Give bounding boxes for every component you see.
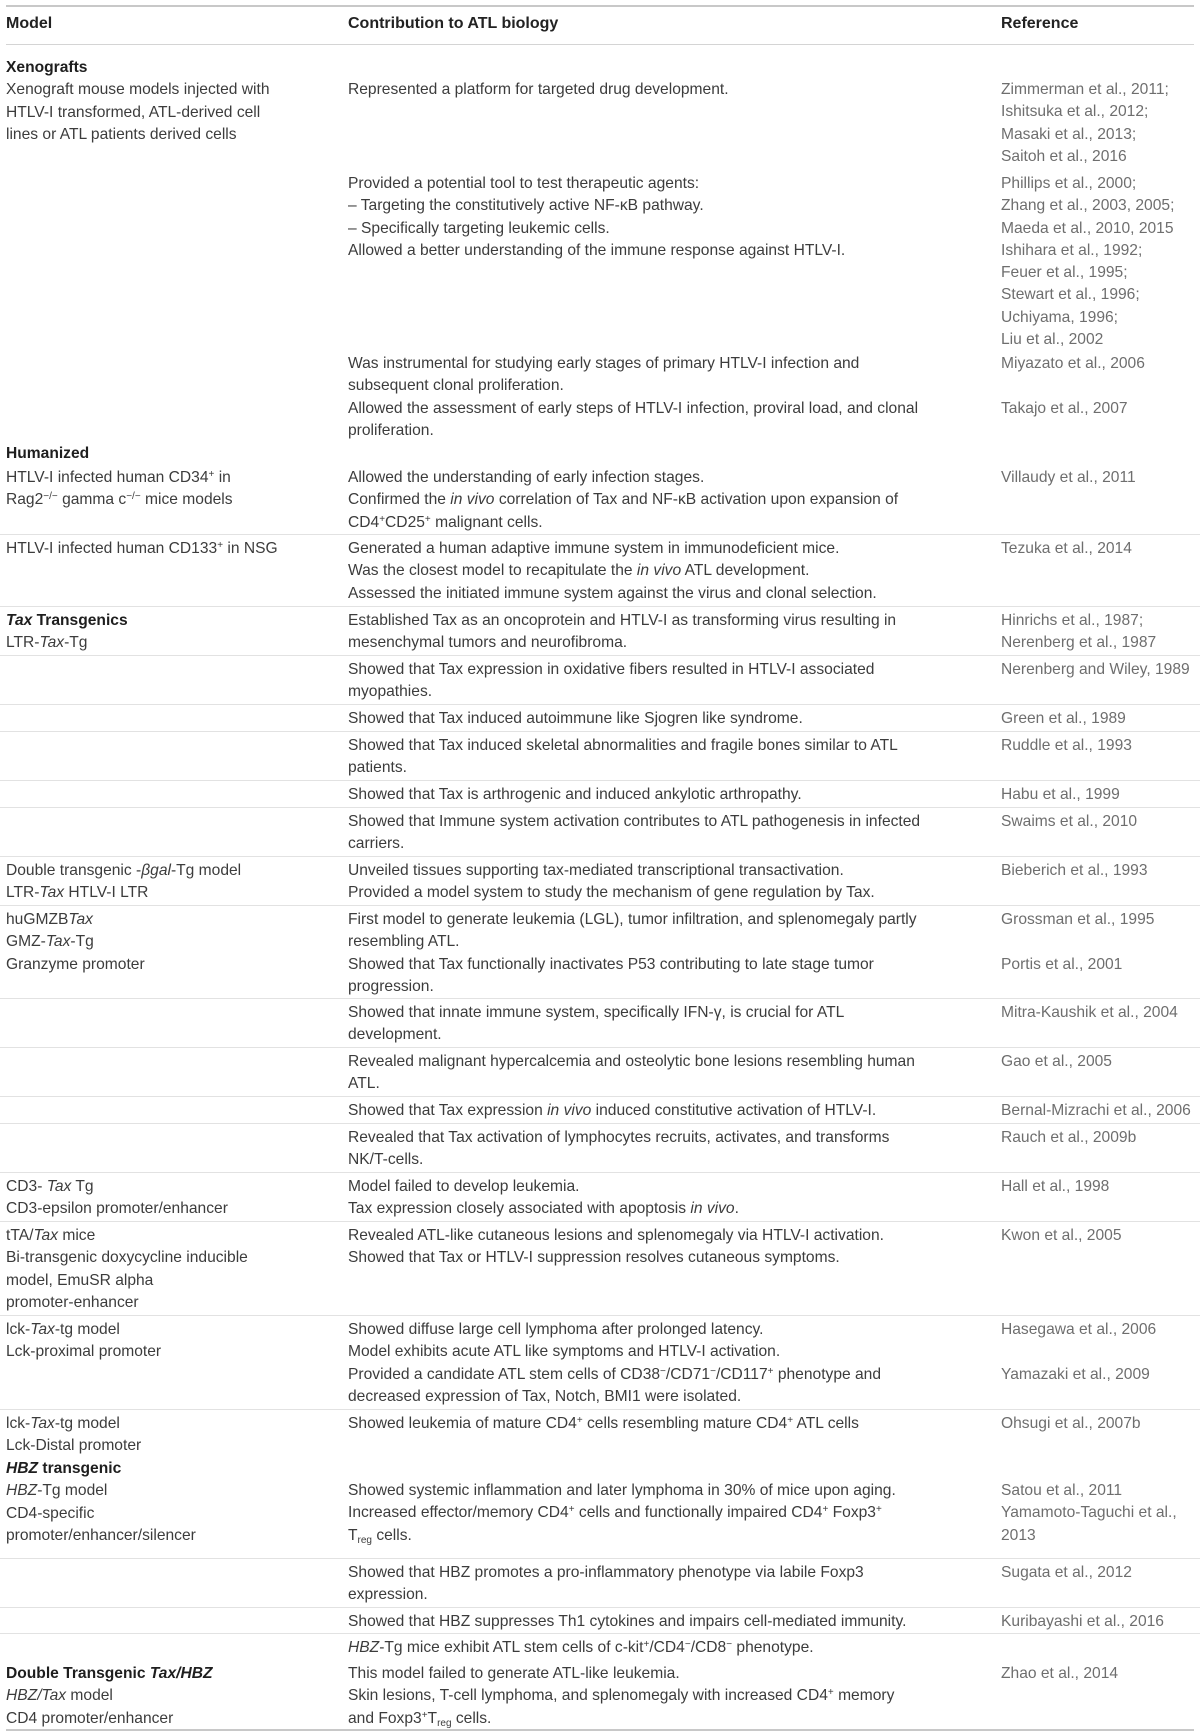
model-line: Rag2−/− gamma c−/− mice models	[6, 491, 233, 509]
model-cell	[6, 909, 145, 976]
contribution-cell	[348, 610, 896, 655]
contribution-cell	[348, 1100, 876, 1122]
reference-line: Grossman et al., 1995	[1001, 911, 1155, 928]
model-line: Bi-transgenic doxycycline inducible	[6, 1249, 248, 1267]
model-cell	[6, 1319, 161, 1364]
reference-cell	[1001, 909, 1154, 976]
contribution-cell	[348, 735, 898, 780]
model-cell	[6, 1458, 196, 1547]
contribution-line: Revealed ATL-like cutaneous lesions and splenomegaly via HTLV-I activation.	[348, 1227, 884, 1244]
model-cell	[6, 1225, 248, 1314]
reference-line: Yamazaki et al., 2009	[1001, 1365, 1150, 1383]
header-reference: Reference	[1001, 15, 1079, 32]
contribution-cell	[348, 909, 917, 998]
contribution-cell	[348, 659, 874, 704]
model-line: Lck-Distal promoter	[6, 1437, 142, 1455]
model-line: HBZ/Tax model	[6, 1687, 113, 1705]
section-heading-humanized: Humanized	[6, 445, 90, 462]
table-row	[0, 905, 1200, 995]
header-model: Model	[6, 15, 53, 32]
model-cell	[6, 860, 241, 905]
contribution-cell	[348, 784, 802, 806]
reference-line: Rauch et al., 2009b	[1001, 1129, 1137, 1146]
contribution-cell	[348, 1127, 889, 1172]
model-cell	[6, 1413, 141, 1458]
model-cell	[6, 443, 89, 465]
reference-cell	[1001, 708, 1126, 730]
table-row	[0, 807, 1200, 853]
contribution-line: Was instrumental for studying early stages of primary HTLV-I infection and	[348, 355, 860, 372]
contribution-cell	[348, 1480, 896, 1547]
model-line: Xenograft mouse models injected with	[6, 81, 270, 99]
reference-line: Hall et al., 1998	[1001, 1178, 1110, 1195]
model-line: HTLV-I infected human CD34+ in	[6, 469, 231, 486]
table-row	[0, 1409, 1200, 1455]
contribution-cell	[348, 1051, 915, 1096]
table-row	[0, 534, 1200, 602]
contribution-line: Allowed the understanding of early infection stages.	[348, 469, 705, 486]
model-line: promoter-enhancer	[6, 1293, 139, 1311]
section-heading-xenografts: Xenografts	[6, 59, 88, 76]
model-line: lines or ATL patients derived cells	[6, 125, 237, 143]
table-row	[0, 1315, 1200, 1405]
contribution-line: carriers.	[348, 835, 405, 853]
contribution-cell	[348, 538, 877, 605]
contribution-cell	[348, 79, 729, 101]
reference-line: Uchiyama, 1996;	[1001, 308, 1119, 326]
model-line: CD4-specific	[6, 1504, 95, 1522]
contribution-line: Allowed a better understanding of the immune response against HTLV-I.	[348, 241, 846, 259]
contribution-line: Represented a platform for targeted drug development.	[348, 81, 729, 98]
contribution-line: $T_{reg}$ cells.	[348, 1526, 412, 1546]
table-row	[0, 998, 1200, 1044]
reference-cell	[1001, 1002, 1178, 1024]
reference-line: Satou et al., 2011	[1001, 1482, 1123, 1499]
contribution-line: Model exhibits acute ATL like symptoms and HTLV-I activation.	[348, 1343, 781, 1361]
model-line: CD3- Tax Tg	[6, 1178, 94, 1195]
contribution-line: Generated a human adaptive immune system in immunodeficient mice.	[348, 540, 840, 557]
reference-line: Bieberich et al., 1993	[1001, 862, 1148, 879]
contribution-cell	[348, 353, 918, 442]
contribution-line: First model to generate leukemia (LGL), tumor infiltration, and splenomegaly partly	[348, 911, 917, 928]
table-row	[0, 1047, 1200, 1093]
contribution-cell	[348, 708, 803, 730]
reference-line: Ohsugi et al., 2007b	[1001, 1415, 1141, 1432]
contribution-cell	[348, 1176, 739, 1221]
table-row	[0, 856, 1200, 902]
contribution-line: Revealed that Tax activation of lymphocytes recruits, activates, and transforms	[348, 1129, 890, 1146]
contribution-line: Showed that HBZ promotes a pro-inflammatory phenotype via labile Foxp3	[348, 1564, 864, 1581]
model-line: lck-Tax-tg model	[6, 1321, 120, 1338]
model-line: lck-Tax-tg model	[6, 1415, 120, 1432]
table-row	[0, 1558, 1200, 1604]
table-row	[0, 704, 1200, 727]
contribution-line: mesenchymal tumors and neurofibroma.	[348, 634, 628, 652]
reference-cell	[1001, 1480, 1177, 1547]
reference-cell	[1001, 79, 1169, 168]
contribution-line: Skin lesions, T-cell lymphoma, and splenomegaly with increased CD4+ memory	[348, 1687, 895, 1705]
reference-cell	[1001, 1562, 1132, 1584]
table-row	[0, 1123, 1200, 1169]
reference-line: Tezuka et al., 2014	[1001, 540, 1132, 557]
contribution-line: Increased effector/memory CD4+ cells and functionally impaired CD4+ Foxp3+	[348, 1504, 882, 1522]
contribution-line: CD4+CD25+ malignant cells.	[348, 513, 543, 531]
table-row	[0, 1607, 1200, 1630]
contribution-line: Showed diffuse large cell lymphoma after prolonged latency.	[348, 1321, 764, 1338]
model-line: promoter/enhancer/silencer	[6, 1526, 196, 1544]
reference-cell	[1001, 610, 1156, 655]
model-line: HBZ-Tg model	[6, 1482, 108, 1500]
model-line: CD4 promoter/enhancer	[6, 1709, 174, 1727]
reference-cell	[1001, 811, 1137, 833]
table-row	[0, 1096, 1200, 1119]
reference-line: Sugata et al., 2012	[1001, 1564, 1132, 1581]
contribution-line: Showed that Immune system activation contributes to ATL pathogenesis in infected	[348, 813, 921, 830]
table-row	[0, 606, 1200, 652]
contribution-line: resembling ATL.	[348, 933, 460, 951]
reference-cell	[1001, 1413, 1141, 1435]
table-row	[0, 655, 1200, 701]
reference-line: Kwon et al., 2005	[1001, 1227, 1122, 1244]
contribution-line: subsequent clonal proliferation.	[348, 377, 564, 395]
reference-line: Mitra-Kaushik et al., 2004	[1001, 1004, 1178, 1021]
reference-line: Stewart et al., 1996;	[1001, 286, 1140, 304]
contribution-line: Assessed the initiated immune system against the virus and clonal selection.	[348, 584, 877, 602]
contribution-line: proliferation.	[348, 421, 434, 439]
contribution-line: Was the closest model to recapitulate the in vivo ATL development.	[348, 562, 810, 580]
reference-line: Masaki et al., 2013;	[1001, 125, 1137, 143]
contribution-line: Provided a potential tool to test therapeutic agents:	[348, 175, 700, 192]
contribution-line: patients.	[348, 759, 407, 777]
reference-cell	[1001, 1127, 1136, 1149]
reference-line: Hasegawa et al., 2006	[1001, 1321, 1157, 1338]
model-line: LTR-Tax-Tg	[6, 634, 88, 652]
contribution-line: Confirmed the in vivo correlation of Tax and NF-κB activation upon expansion of	[348, 491, 899, 509]
contribution-line: Showed that Tax functionally inactivates P53 contributing to late stage tumor	[348, 955, 874, 973]
model-line: HTLV-I infected human CD133+ in NSG	[6, 540, 278, 557]
reference-line: Zhao et al., 2014	[1001, 1665, 1119, 1682]
reference-line: Takajo et al., 2007	[1001, 399, 1128, 417]
reference-line: Swaims et al., 2010	[1001, 813, 1138, 830]
reference-cell	[1001, 784, 1120, 806]
contribution-line: Allowed the assessment of early steps of HTLV-I infection, proviral load, and clonal	[348, 399, 919, 417]
contribution-cell	[348, 1413, 859, 1435]
reference-line: Ishitsuka et al., 2012;	[1001, 103, 1149, 121]
contribution-cell	[348, 1225, 884, 1270]
table-row	[0, 1633, 1200, 1656]
contribution-line: – Targeting the constitutively active NF-κB pathway.	[348, 197, 704, 215]
reference-line: Ruddle et al., 1993	[1001, 737, 1132, 754]
reference-line: Zimmerman et al., 2011;	[1001, 81, 1169, 98]
contribution-line: and $Foxp3^+T_{reg}$ cells.	[348, 1709, 492, 1729]
header-contribution: Contribution to ATL biology	[348, 15, 559, 32]
model-line: Granzyme promoter	[6, 955, 145, 973]
table-row	[0, 780, 1200, 803]
contribution-line: This model failed to generate ATL-like leukemia.	[348, 1665, 680, 1682]
contribution-cell	[348, 1663, 894, 1730]
reference-line: Kuribayashi et al., 2016	[1001, 1613, 1164, 1630]
contribution-line: Showed that Tax expression in oxidative fibers resulted in HTLV-I associated	[348, 661, 875, 678]
reference-cell	[1001, 173, 1174, 351]
reference-cell	[1001, 860, 1148, 882]
model-cell	[6, 610, 128, 655]
reference-cell	[1001, 353, 1145, 420]
reference-line: Saitoh et al., 2016	[1001, 147, 1127, 165]
contribution-cell	[348, 1637, 814, 1659]
contribution-cell	[348, 860, 875, 905]
contribution-line: NK/T-cells.	[348, 1151, 424, 1169]
contribution-line: progression.	[348, 977, 434, 995]
section-heading-hbz-transgenic: HBZ transgenic	[6, 1460, 122, 1477]
contribution-line: HBZ-Tg mice exhibit ATL stem cells of c-kit+/CD4−/CD8− phenotype.	[348, 1639, 814, 1656]
contribution-cell	[348, 811, 920, 856]
reference-cell	[1001, 1176, 1109, 1198]
model-cell	[6, 57, 270, 146]
reference-cell	[1001, 467, 1136, 489]
contribution-line: Established Tax as an oncoprotein and HTLV-I as transforming virus resulting in	[348, 612, 897, 629]
reference-cell	[1001, 735, 1132, 757]
reference-line: Maeda et al., 2010, 2015	[1001, 219, 1174, 237]
reference-line: Nerenberg and Wiley, 1989	[1001, 661, 1190, 678]
reference-line: Yamamoto-Taguchi et al.,	[1001, 1504, 1177, 1522]
model-line: model, EmuSR alpha	[6, 1271, 154, 1289]
reference-cell	[1001, 659, 1190, 681]
contribution-line: Showed that Tax induced autoimmune like Sjogren like syndrome.	[348, 710, 803, 727]
reference-line: Miyazato et al., 2006	[1001, 355, 1145, 372]
contribution-line: Showed that HBZ suppresses Th1 cytokines and impairs cell-mediated immunity.	[348, 1613, 907, 1630]
contribution-line: Provided a candidate ATL stem cells of CD38−/CD71−/CD117+ phenotype and	[348, 1365, 882, 1383]
contribution-line: ATL.	[348, 1075, 380, 1093]
model-cell	[6, 538, 278, 560]
contribution-cell	[348, 1319, 881, 1408]
reference-cell	[1001, 1051, 1112, 1073]
model-line: tTA/Tax mice	[6, 1227, 96, 1244]
model-line: HTLV-I transformed, ATL-derived cell	[6, 103, 261, 121]
reference-line: Green et al., 1989	[1001, 710, 1126, 727]
reference-line: Portis et al., 2001	[1001, 955, 1123, 973]
contribution-line: Provided a model system to study the mechanism of gene regulation by Tax.	[348, 884, 875, 902]
reference-cell	[1001, 538, 1132, 560]
contribution-line: Showed leukemia of mature CD4+ cells resembling mature CD4+ ATL cells	[348, 1415, 859, 1432]
contribution-cell	[348, 173, 845, 262]
contribution-line: development.	[348, 1026, 442, 1044]
reference-line: Bernal-Mizrachi et al., 2006	[1001, 1102, 1191, 1119]
table-row	[0, 731, 1200, 777]
contribution-line: Showed systemic inflammation and later lymphoma in 30% of mice upon aging.	[348, 1482, 896, 1499]
reference-line: Habu et al., 1999	[1001, 786, 1120, 803]
contribution-line: – Specifically targeting leukemic cells.	[348, 219, 610, 237]
reference-cell	[1001, 1319, 1156, 1386]
reference-line: Hinrichs et al., 1987;	[1001, 612, 1144, 629]
reference-cell	[1001, 1611, 1164, 1633]
contribution-line: Showed that Tax or HTLV-I suppression resolves cutaneous symptoms.	[348, 1249, 840, 1267]
contribution-cell	[348, 1611, 906, 1633]
contribution-cell	[348, 467, 898, 534]
reference-line: Feuer et al., 1995;	[1001, 264, 1128, 282]
model-cell	[6, 1176, 228, 1221]
model-line: CD3-epsilon promoter/enhancer	[6, 1200, 228, 1218]
contribution-line: expression.	[348, 1586, 428, 1604]
reference-line: Ishihara et al., 1992;	[1001, 241, 1143, 259]
model-cell	[6, 1663, 213, 1730]
table-row	[0, 1172, 1200, 1218]
contribution-line: myopathies.	[348, 683, 433, 701]
reference-cell	[1001, 1225, 1122, 1247]
contribution-line: Model failed to develop leukemia.	[348, 1178, 580, 1195]
reference-line: Villaudy et al., 2011	[1001, 469, 1136, 486]
table-row	[0, 1221, 1200, 1311]
reference-cell	[1001, 1100, 1191, 1122]
section-heading-tax-transgenics: Tax Transgenics	[6, 612, 128, 629]
reference-line: Nerenberg et al., 1987	[1001, 634, 1157, 652]
contribution-line: Showed that Tax induced skeletal abnormalities and fragile bones similar to ATL	[348, 737, 898, 754]
table-top-rule	[6, 5, 1194, 7]
contribution-line: Unveiled tissues supporting tax-mediated transcriptional transactivation.	[348, 862, 844, 879]
contribution-cell	[348, 1002, 844, 1047]
reference-line: Liu et al., 2002	[1001, 331, 1104, 349]
reference-line: Phillips et al., 2000;	[1001, 175, 1137, 192]
contribution-line: Showed that Tax expression in vivo induced constitutive activation of HTLV-I.	[348, 1102, 877, 1119]
reference-line: Zhang et al., 2003, 2005;	[1001, 197, 1175, 215]
reference-cell	[1001, 1663, 1118, 1685]
reference-line: Gao et al., 2005	[1001, 1053, 1112, 1070]
table-header-rule	[6, 44, 1194, 45]
model-line: huGMZBTax	[6, 911, 93, 928]
contribution-cell	[348, 1562, 864, 1607]
contribution-line: Tax expression closely associated with apoptosis in vivo.	[348, 1200, 739, 1218]
section-heading-double-transgenic: Double Transgenic Tax/HBZ	[6, 1665, 213, 1682]
model-line: LTR-Tax HTLV-I LTR	[6, 884, 149, 902]
contribution-line: Revealed malignant hypercalcemia and osteolytic bone lesions resembling human	[348, 1053, 915, 1070]
model-line: Lck-proximal promoter	[6, 1343, 162, 1361]
contribution-line: Showed that Tax is arthrogenic and induced ankylotic arthropathy.	[348, 786, 802, 803]
table-bottom-rule	[6, 1729, 1194, 1731]
contribution-line: Showed that innate immune system, specifically IFN-γ, is crucial for ATL	[348, 1004, 845, 1021]
model-line: Double transgenic -βgal-Tg model	[6, 862, 242, 879]
contribution-line: decreased expression of Tax, Notch, BMI1 were isolated.	[348, 1387, 742, 1405]
model-line: GMZ-Tax-Tg	[6, 933, 94, 951]
model-cell	[6, 467, 233, 512]
reference-line: 2013	[1001, 1526, 1036, 1544]
